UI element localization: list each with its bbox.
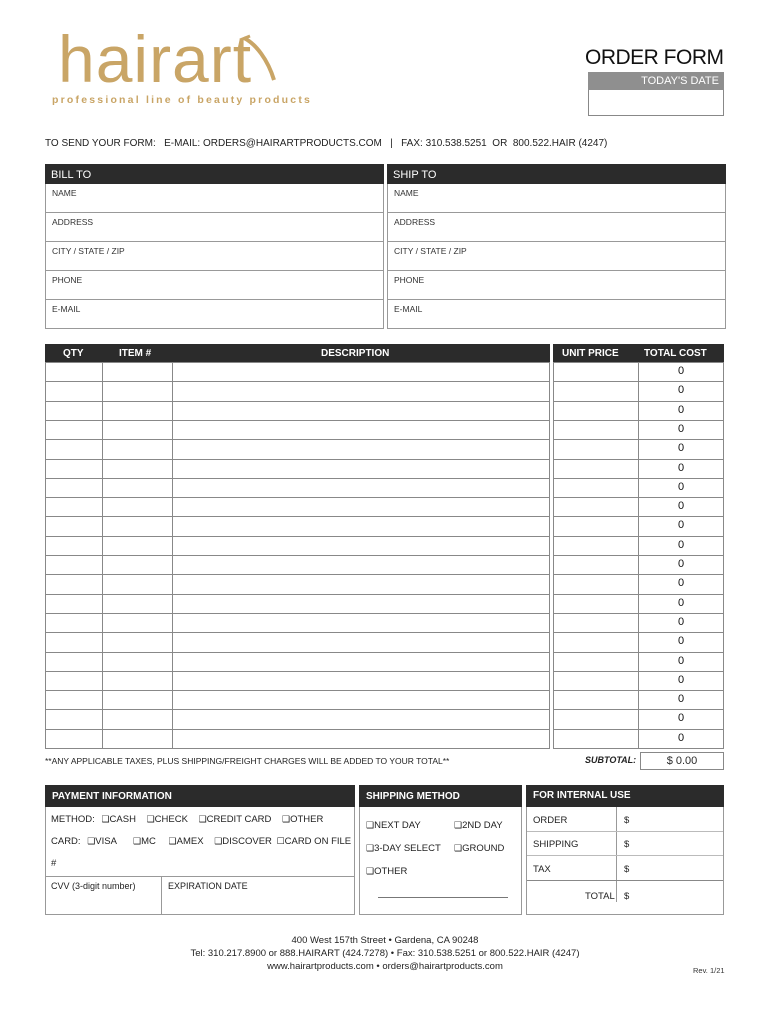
subtotal-label: SUBTOTAL:: [585, 755, 637, 765]
checkbox-icon[interactable]: ❑: [146, 815, 155, 825]
divider: [46, 876, 354, 877]
row-line: [45, 594, 550, 595]
ship-to-city-field[interactable]: CITY / STATE / ZIP: [387, 242, 726, 271]
internal-shipping-value[interactable]: $: [624, 839, 630, 850]
divider: [527, 880, 723, 881]
ship-other[interactable]: ❑OTHER: [366, 866, 408, 877]
footer-contact: Tel: 310.217.8900 or 888.HAIRART (424.7278) • Fax: 310.538.5251 or 800.522.HAIR (4247): [190, 948, 580, 959]
column-line: [172, 362, 173, 748]
internal-tax-value[interactable]: $: [624, 864, 630, 875]
row-line: [45, 632, 550, 633]
row-line: [45, 381, 550, 382]
checkbox-icon[interactable]: ❑: [133, 837, 142, 847]
card-visa[interactable]: VISA: [95, 836, 117, 847]
internal-use-section: [526, 785, 724, 915]
unit-price-column-header: UNIT PRICE: [562, 348, 619, 359]
row-line: [45, 497, 550, 498]
column-line: [638, 362, 639, 748]
ship-3-day-select[interactable]: ❑3-DAY SELECT: [366, 843, 441, 854]
card-type-row: [51, 836, 351, 847]
send-instructions: TO SEND YOUR FORM: E-MAIL: ORDERS@HAIRARTPRODUCTS.COM | FAX: 310.538.5251 OR 800.522.HAIR (4247): [45, 138, 608, 149]
card-number-label: #: [51, 858, 57, 869]
internal-total-value[interactable]: $: [624, 891, 630, 902]
ship-next-day[interactable]: ❑NEXT DAY: [366, 820, 421, 831]
qty-column-header: QTY: [63, 348, 84, 359]
total-cost-cell: 0: [677, 596, 685, 609]
row-line: [45, 459, 550, 460]
row-line: [45, 439, 550, 440]
shipping-section: [359, 785, 522, 915]
row-line: [45, 690, 550, 691]
checkbox-icon[interactable]: ❑: [454, 821, 463, 831]
row-line: [45, 729, 550, 730]
checkbox-icon[interactable]: ❑: [366, 821, 375, 831]
description-column-header: DESCRIPTION: [321, 348, 390, 359]
total-cost-cell: 0: [677, 461, 685, 474]
card-on-file[interactable]: CARD ON FILE: [284, 836, 352, 847]
card-amex[interactable]: AMEX: [176, 836, 204, 847]
todays-date-label: TODAY'S DATE: [588, 72, 724, 90]
revision-label: Rev. 1/21: [693, 966, 725, 975]
row-line: [45, 536, 550, 537]
row-line: [45, 748, 550, 749]
footer-address: 400 West 157th Street • Gardena, CA 90248: [291, 935, 479, 946]
total-cost-cell: 0: [677, 538, 685, 551]
cvv-field[interactable]: CVV (3-digit number): [51, 881, 136, 891]
row-line: [45, 574, 550, 575]
total-cost-cell: 0: [677, 384, 685, 397]
total-cost-cell: 0: [677, 558, 685, 570]
row-line: [45, 401, 550, 402]
total-cost-column-header: TOTAL COST: [644, 348, 707, 359]
row-line: [553, 748, 724, 749]
row-line: [45, 652, 550, 653]
row-line: [45, 362, 550, 363]
logo-tagline: professional line of beauty products: [52, 94, 313, 106]
checkbox-icon[interactable]: ❑: [366, 844, 375, 854]
checkbox-icon[interactable]: ❑: [87, 837, 96, 847]
column-line: [723, 362, 724, 748]
page-title: ORDER FORM: [585, 46, 724, 69]
checkbox-icon[interactable]: ❑: [168, 837, 177, 847]
divider: [527, 831, 723, 832]
footer-web: www.hairartproducts.com • orders@hairartproducts.com: [267, 961, 503, 972]
checkbox-icon[interactable]: ❑: [198, 815, 207, 825]
total-cost-cell: 0: [677, 693, 685, 706]
ship-to-address-field[interactable]: ADDRESS: [387, 213, 726, 242]
column-line: [553, 362, 554, 748]
total-cost-cell: 0: [677, 480, 685, 493]
internal-use-header: FOR INTERNAL USE: [526, 785, 724, 807]
total-cost-cell: 0: [677, 615, 685, 628]
bill-to-address-field[interactable]: ADDRESS: [45, 213, 384, 242]
expiration-date-field[interactable]: EXPIRATION DATE: [168, 881, 248, 891]
total-cost-cell: 0: [677, 654, 685, 667]
row-line: [45, 555, 550, 556]
ship-ground[interactable]: ❑GROUND: [454, 843, 505, 854]
taxes-note: **ANY APPLICABLE TAXES, PLUS SHIPPING/FREIGHT CHARGES WILL BE ADDED TO YOUR TOTAL**: [45, 756, 450, 766]
method-label: METHOD:: [51, 814, 95, 825]
row-line: [45, 420, 550, 421]
card-label: CARD:: [51, 836, 81, 847]
total-cost-cell: 0: [677, 673, 685, 686]
row-line: [45, 478, 550, 479]
internal-order-value[interactable]: $: [624, 815, 630, 826]
checkbox-icon[interactable]: ☐: [276, 837, 285, 847]
total-cost-cell: 0: [677, 365, 685, 377]
checkbox-icon[interactable]: ❑: [101, 815, 110, 825]
row-line: [45, 516, 550, 517]
divider: [161, 876, 162, 915]
internal-shipping-label: SHIPPING: [533, 839, 579, 850]
internal-total-label: TOTAL: [585, 891, 615, 902]
payment-header: PAYMENT INFORMATION: [45, 785, 355, 807]
checkbox-icon[interactable]: ❑: [282, 815, 291, 825]
bill-to-email-field[interactable]: E-MAIL: [45, 300, 384, 329]
method-other[interactable]: OTHER: [290, 814, 324, 825]
subtotal-value: $ 0.00: [640, 752, 724, 770]
ship-to-email-field[interactable]: E-MAIL: [387, 300, 726, 329]
checkbox-icon[interactable]: ❑: [214, 837, 223, 847]
total-cost-cell: 0: [677, 712, 685, 725]
row-line: [45, 709, 550, 710]
total-cost-cell: 0: [677, 422, 685, 435]
column-line: [102, 362, 103, 748]
card-mc[interactable]: MC: [141, 836, 156, 847]
total-cost-cell: 0: [677, 442, 685, 455]
internal-tax-label: TAX: [533, 864, 551, 875]
column-line: [45, 362, 46, 748]
payment-method-row: [51, 814, 323, 825]
total-cost-cell: 0: [677, 635, 685, 648]
total-cost-cell: 0: [677, 500, 685, 513]
checkbox-icon[interactable]: ❑: [454, 844, 463, 854]
row-line: [45, 613, 550, 614]
internal-order-label: ORDER: [533, 815, 568, 826]
shipping-header: SHIPPING METHOD: [359, 785, 522, 807]
item-column-header: ITEM #: [119, 348, 152, 359]
other-shipping-line[interactable]: [378, 897, 508, 898]
method-check[interactable]: CHECK: [154, 814, 188, 825]
logo-wordmark: hairart: [58, 22, 253, 96]
ship-2nd-day[interactable]: ❑2ND DAY: [454, 820, 503, 831]
total-cost-cell: 0: [677, 577, 685, 590]
method-credit-card[interactable]: CREDIT CARD: [206, 814, 272, 825]
checkbox-icon[interactable]: ❑: [366, 867, 375, 877]
payment-section: [45, 785, 355, 915]
method-cash[interactable]: CASH: [109, 814, 136, 825]
total-cost-cell: 0: [677, 731, 685, 744]
ship-to-phone-field[interactable]: PHONE: [387, 271, 726, 300]
bill-to-phone-field[interactable]: PHONE: [45, 271, 384, 300]
bill-to-header: BILL TO: [45, 164, 384, 184]
card-discover[interactable]: DISCOVER: [222, 836, 272, 847]
divider: [527, 855, 723, 856]
bill-to-name-field[interactable]: NAME: [45, 184, 384, 213]
ship-to-name-field[interactable]: NAME: [387, 184, 726, 213]
total-cost-cell: 0: [677, 519, 685, 532]
row-line: [45, 671, 550, 672]
ship-to-header: SHIP TO: [387, 164, 726, 184]
column-line: [549, 362, 550, 748]
bill-to-city-field[interactable]: CITY / STATE / ZIP: [45, 242, 384, 271]
total-cost-cell: 0: [677, 403, 685, 416]
